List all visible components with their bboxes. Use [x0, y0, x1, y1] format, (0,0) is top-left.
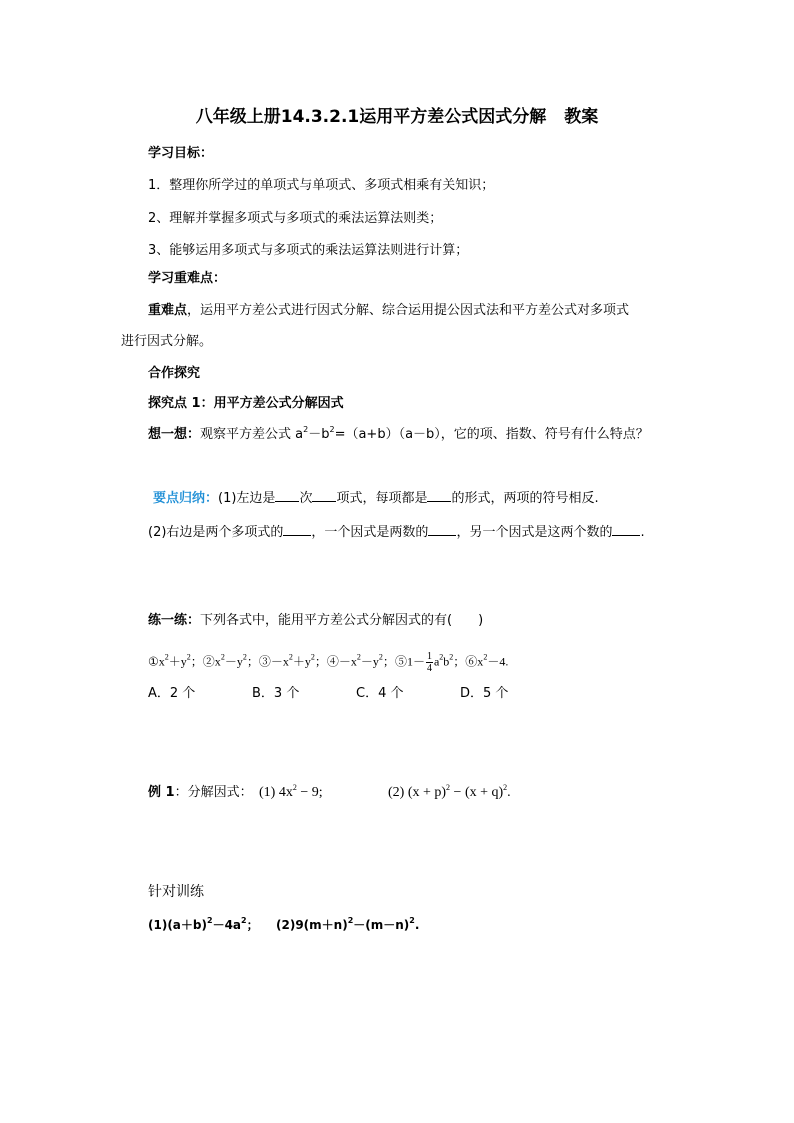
- practice-choices: [148, 686, 508, 702]
- page-title: 八年级上册14.3.2.1运用平方差公式因式分解 教案: [195, 107, 599, 127]
- choice-d: D．5 个: [460, 686, 509, 701]
- think-line: 想一想：观察平方差公式 $a^2-b^2=(a+b)(a-b)$，它的项、指数、符号有什么特点？: [148, 425, 649, 442]
- keypoints-line-2: 进行因式分解。: [121, 334, 213, 349]
- explore-heading: 探究点 1：用平方差公式分解因式: [148, 396, 344, 411]
- training-heading: 针对训练: [148, 884, 204, 900]
- keypoints-heading: 学习重难点：: [148, 271, 227, 286]
- objective-2: 2、理解并掌握多项式与多项式的乘法运算法则类；: [148, 211, 443, 226]
- summary-line-2: (2)右边是两个多项式的 ，一个因式是两数的 ，另一个因式是这两个数的 .: [148, 525, 645, 540]
- cooperate-heading: 合作探究: [148, 366, 201, 381]
- choice-a: A．2 个: [148, 686, 196, 701]
- example-1-prompt: 例 1：分解因式：: [148, 785, 253, 800]
- example-1-part-1: (1) $4x^2 - 9$;: [259, 783, 323, 800]
- summary-line-1: 要点归纳：(1)左边是 次 项式，每项都是 的形式，两项的符号相反.: [153, 491, 599, 506]
- keypoints-line-1: 重难点，运用平方差公式进行因式分解、综合运用提公因式法和平方差公式对多项式: [148, 303, 630, 318]
- choice-b: B．3 个: [252, 686, 300, 701]
- objective-1: 1．整理你所学过的单项式与单项式、多项式相乘有关知识；: [148, 178, 495, 193]
- objectives-heading: 学习目标：: [148, 146, 214, 161]
- training-question-2: $(2)9(m+n)^2-(m-n)^2$.: [276, 916, 420, 932]
- fraction-one-quarter: $\frac{1}{4}$: [426, 651, 432, 674]
- choice-c: C．4 个: [356, 686, 404, 701]
- summary-label: 要点归纳：: [153, 491, 219, 506]
- example-1-part-2: (2) $(x + p)^2 - (x + q)^2$.: [388, 783, 511, 800]
- practice-expressions: $①x^2+y^2$；$②x^2-y^2$；$③-x^2+y^2$；$④-x^2-y^2$；⑤1－ $\frac{1}{4}$ $a^2b^2$；$⑥x^2-4$.: [148, 651, 509, 674]
- objective-3: 3、能够运用多项式与多项式的乘法运算法则进行计算；: [148, 243, 469, 258]
- practice-question: 练一练：下列各式中，能用平方差公式分解因式的有( ): [148, 613, 484, 628]
- training-question-1: $(1)(a+b)^2-4a^2$；: [148, 916, 259, 932]
